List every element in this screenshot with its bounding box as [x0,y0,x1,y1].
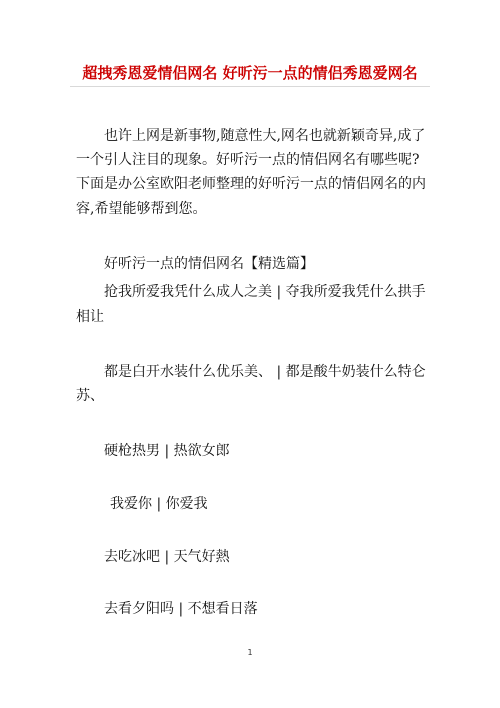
intro-line-2: 一个引人注目的现象。好听污一点的情侣网名有哪些呢? [76,152,420,168]
section-heading: 好听污一点的情侣网名【精选篇】 [104,256,314,272]
intro-line-4: 容,希望能够帮到您。 [76,201,207,217]
entry-1-line-2: 相让 [76,309,104,325]
document-title: 超拽秀恩爱情侣网名 好听污一点的情侣秀恩爱网名 [82,64,418,82]
entry-2-line-1: 都是白开水装什么优乐美、 | 都是酸牛奶装什么特仑 [104,364,426,380]
entry-3: 硬枪热男 | 热欲女郎 [104,443,230,459]
intro-line-1: 也许上网是新事物,随意性大,网名也就新颖奇异,成了 [104,128,426,144]
intro-line-3: 下面是办公室欧阳老师整理的好听污一点的情侣网名的内 [76,176,426,192]
entry-4: 我爱你 | 你爱我 [110,496,208,512]
page-number: 1 [247,648,253,657]
entry-2-line-2: 苏、 [76,388,104,404]
title-divider [70,86,430,87]
entry-5: 去吃冰吧 | 天气好熱 [104,549,230,565]
entry-6: 去看夕阳吗 | 不想看日落 [104,601,258,617]
entry-1-line-1: 抢我所爱我凭什么成人之美 | 夺我所爱我凭什么拱手 [104,284,426,300]
